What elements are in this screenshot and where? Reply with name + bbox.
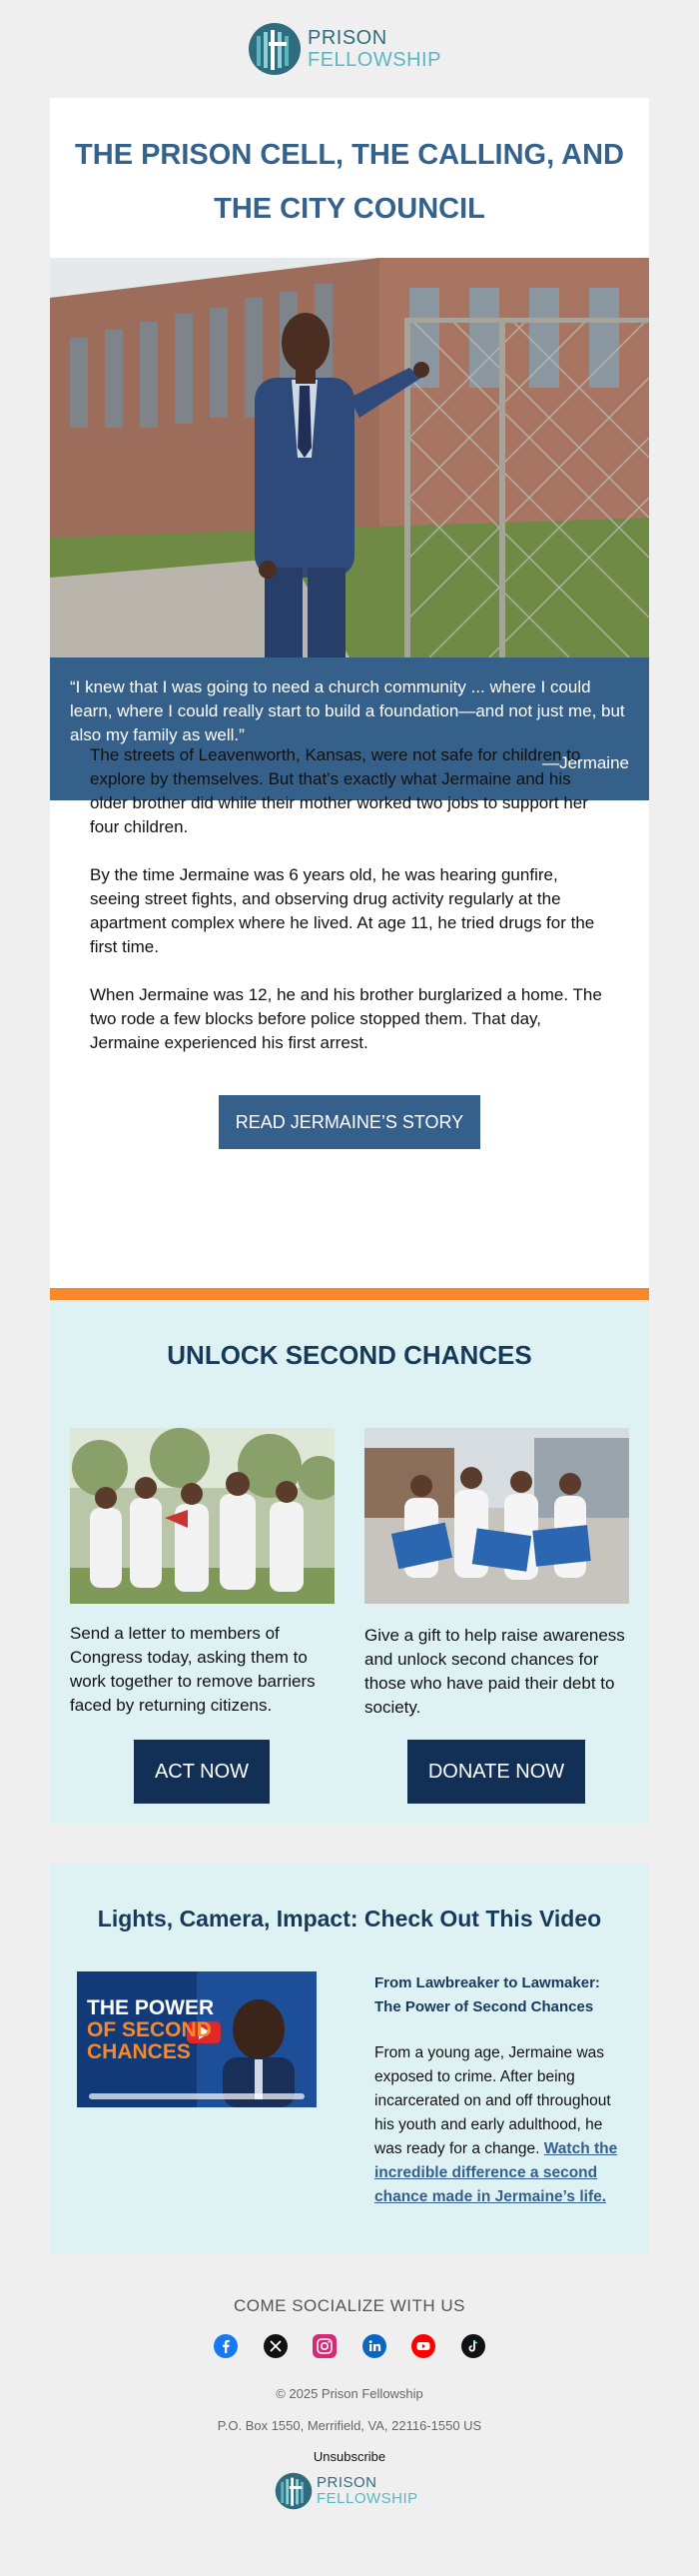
article-card: [50, 98, 649, 1288]
thumbnail-line-3: CHANCES: [87, 2040, 191, 2063]
video-body-text: From a young age, Jermaine was exposed to crime. After being incarcerated on and off throughout his youth and early adulthood, he was ready for a change.: [374, 2044, 611, 2157]
story-paragraph: The streets of Leavenworth, Kansas, were not safe for children to explore by themselves. But that’s exactly what Jermaine and his older brother did while their mother worked two jobs to support her four children.: [90, 745, 588, 836]
video-description: [374, 2041, 629, 2209]
story-paragraph: When Jermaine was 12, he and his brother burglarized a home. The two rode a few blocks before police stopped them. That day, Jermaine experienced his first arrest.: [90, 985, 602, 1052]
article-title: THE PRISON CELL, THE CALLING, AND THE CITY COUNCIL: [75, 139, 624, 225]
video-thumbnail[interactable]: [77, 1971, 317, 2107]
thumbnail-line-1: THE POWER: [87, 1996, 215, 2019]
quote-attribution: —Jermaine: [542, 753, 629, 772]
video-section: [50, 1864, 649, 2253]
unlock-title: UNLOCK SECOND CHANCES: [167, 1340, 532, 1370]
video-subtitle: From Lawbreaker to Lawmaker: The Power of Second Chances: [374, 1974, 600, 2015]
pull-quote: “I knew that I was going to need a church community ... where I could learn, where I could really start to build a foundation—and not just me, but also my family as well.”: [70, 677, 625, 744]
act-description: Send a letter to members of Congress today, asking them to work together to remove barriers faced by returning citizens.: [70, 1624, 316, 1715]
prison-fellowship-logo-icon: [248, 22, 302, 76]
mailing-address: P.O. Box 1550, Merrifield, VA, 22116-1550 US: [217, 2418, 482, 2433]
donate-description: Give a gift to help raise awareness and unlock second chances for those who have paid their debt to society.: [364, 1626, 625, 1717]
donate-illustration: [364, 1428, 629, 1604]
facebook-icon[interactable]: [212, 2332, 240, 2360]
prison-fellowship-logo-icon: [275, 2472, 313, 2510]
youtube-icon[interactable]: [409, 2332, 437, 2360]
donate-photo: [364, 1428, 629, 1604]
logo-line-1: PRISON: [308, 27, 387, 49]
social-title: COME SOCIALIZE WITH US: [233, 2296, 466, 2315]
logo-line-2: FELLOWSHIP: [308, 49, 441, 71]
watch-video-link[interactable]: Watch the incredible difference a second chance made in Jermaine’s life.: [374, 2140, 618, 2205]
story-paragraph: By the time Jermaine was 6 years old, he was hearing gunfire, seeing street fights, and observing drug activity regularly at the apartment complex where he lived. At age 11, he tried drugs for the first time.: [90, 865, 595, 956]
social-icons: [212, 2332, 487, 2360]
logo-line-2: FELLOWSHIP: [317, 2490, 418, 2507]
thumbnail-text: [87, 1997, 214, 2063]
linkedin-icon[interactable]: [360, 2332, 388, 2360]
hero-illustration: [50, 258, 649, 657]
video-title: Lights, Camera, Impact: Check Out This Video: [97, 1906, 602, 1932]
tiktok-icon[interactable]: [459, 2332, 487, 2360]
read-story-button[interactable]: READ JERMAINE’S STORY: [219, 1095, 480, 1149]
header-logo[interactable]: [248, 22, 441, 76]
hero-photo-jermaine: [50, 258, 649, 657]
footer-logo[interactable]: [275, 2472, 418, 2510]
rally-photo: [70, 1428, 335, 1604]
donate-now-button[interactable]: DONATE NOW: [407, 1740, 585, 1804]
story-body: [90, 743, 609, 1079]
orange-divider: [50, 1288, 649, 1300]
logo-line-1: PRISON: [317, 2474, 377, 2491]
thumbnail-line-2: OF SECOND: [87, 2018, 212, 2041]
unlock-section: [50, 1300, 649, 1824]
copyright-text: © 2025 Prison Fellowship: [276, 2386, 423, 2401]
x-icon[interactable]: [262, 2332, 290, 2360]
rally-illustration: [70, 1428, 335, 1604]
act-now-button[interactable]: ACT NOW: [134, 1740, 270, 1804]
unsubscribe-link[interactable]: Unsubscribe: [313, 2449, 386, 2464]
instagram-icon[interactable]: [311, 2332, 339, 2360]
